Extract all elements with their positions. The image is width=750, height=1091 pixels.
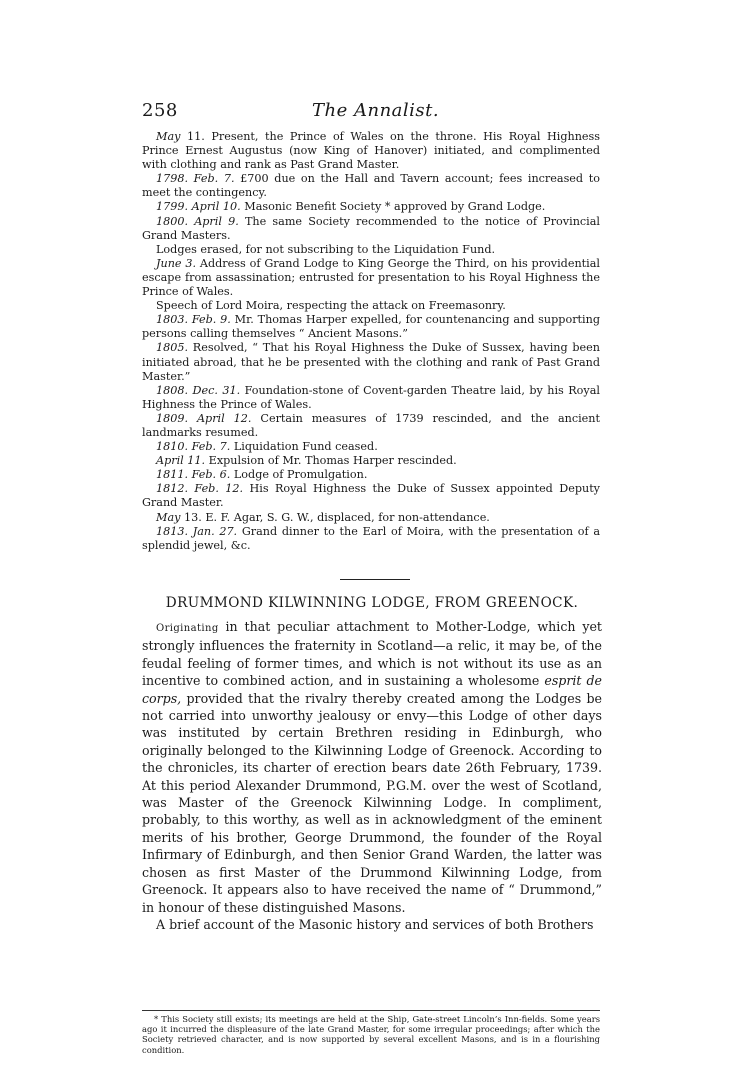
footnote-text: * This Society still exists; its meetings are held at the Ship, Gate-street Lincoln’s Inn-fields. Some years ago it incurred the displeasure of the late Grand Master, for some irregular proceedings; after which the Society retrieved character, and is now supported by several excellent Masons, and is in a flourishing condition. xyxy=(142,1014,600,1055)
chronicle-entry: May 11. Present, the Prince of Wales on the throne. His Royal Highness Prince Ernest Augustus (now King of Hanover) initiated, and complimented with clothing and rank as Past Grand Master. xyxy=(142,130,600,172)
chronicle-entry: 1798. Feb. 7. £700 due on the Hall and Tavern account; fees increased to meet the contingency. xyxy=(142,172,600,200)
footnote-rule xyxy=(142,1010,600,1011)
chronicle-entry: May 13. E. F. Agar, S. G. W., displaced, for non-attendance. xyxy=(156,510,490,524)
chronicle-entries xyxy=(142,130,600,553)
chronicle-entry: 1812. Feb. 12. His Royal Highness the Duke of Sussex appointed Deputy Grand Master. xyxy=(142,482,601,510)
chronicle-entry: 1800. April 9. The same Society recommended to the notice of Provincial Grand Masters. xyxy=(142,214,600,242)
running-title: The Annalist. xyxy=(312,100,440,121)
chronicle-entry: 1809. April 12. Certain measures of 1739 rescinded, and the ancient landmarks resumed. xyxy=(142,411,600,439)
chronicle-entry: 1813. Jan. 27. Grand dinner to the Earl of Moira, with the presentation of a splendid jewel, &c. xyxy=(142,524,600,552)
lead-word: Originating xyxy=(156,623,219,634)
chronicle-entry: June 3. Address of Grand Lodge to King George the Third, on his providential escape from assassination; entrusted for presentation to his Royal Highness the Prince of Wales. xyxy=(142,256,600,299)
article-paragraph: Originating in that peculiar attachment to Mother-Lodge, which yet strongly influences the fraternity in Scotland—a relic, it may be, of the feudal feeling of former times, and which is not without its use as an incentive to combined action, and in sustaining a wholesome esprit de corps, provided that the rivalry thereby created among the Lodges be not carried into unworthy jealousy or envy—this Lodge of other days was instituted by certain Brethren residing in Edinburgh, who originally belonged to the Kilwinning Lodge of Greenock. According to the chronicles, its charter of erection bears date 26th February, 1739. At this period Alexander Drummond, P.G.M. over the west of Scotland, was Master of the Greenock Kilwinning Lodge. In compliment, probably, to this worthy, as well as in acknowledgment of the eminent merits of his brother, George Drummond, the founder of the Royal Infirmary of Edinburgh, and then Senior Grand Warden, the latter was chosen as first Master of the Drummond Kilwinning Lodge, from Greenock. It appears also to have received the name of “ Drummond,” in honour of these distinguished Masons. xyxy=(142,619,602,915)
chronicle-entry: Speech of Lord Moira, respecting the attack on Freemasonry. xyxy=(156,299,506,313)
article-heading: DRUMMOND KILWINNING LODGE, FROM GREENOCK. xyxy=(165,595,579,611)
footnote xyxy=(142,1014,600,1055)
chronicle-entry: 1808. Dec. 31. Foundation-stone of Covent-garden Theatre laid, by his Royal Highness the Prince of Wales. xyxy=(142,383,600,411)
section-divider xyxy=(340,579,410,580)
page-number: 258 xyxy=(142,100,178,121)
chronicle-entry: 1805. Resolved, “ That his Royal Highness the Duke of Sussex, having been initiated abroad, that he be presented with the clothing and rank of Past Grand Master.” xyxy=(142,341,600,383)
chronicle-entry: Lodges erased, for not subscribing to the Liquidation Fund. xyxy=(156,242,496,256)
chronicle-entry: 1811. Feb. 6. Lodge of Promulgation. xyxy=(156,468,368,482)
chronicle-entry: 1810. Feb. 7. Liquidation Fund ceased. xyxy=(156,440,378,454)
chronicle-entry: 1799. April 10. Masonic Benefit Society * approved by Grand Lodge. xyxy=(156,200,546,214)
article-paragraph: A brief account of the Masonic history and services of both Brothers xyxy=(156,916,594,932)
article-body xyxy=(142,618,602,933)
running-head xyxy=(142,100,602,124)
chronicle-entry: 1803. Feb. 9. Mr. Thomas Harper expelled, for countenancing and supporting persons calling themselves “ Ancient Masons.” xyxy=(142,313,600,341)
chronicle-entry: April 11. Expulsion of Mr. Thomas Harper rescinded. xyxy=(156,454,457,468)
